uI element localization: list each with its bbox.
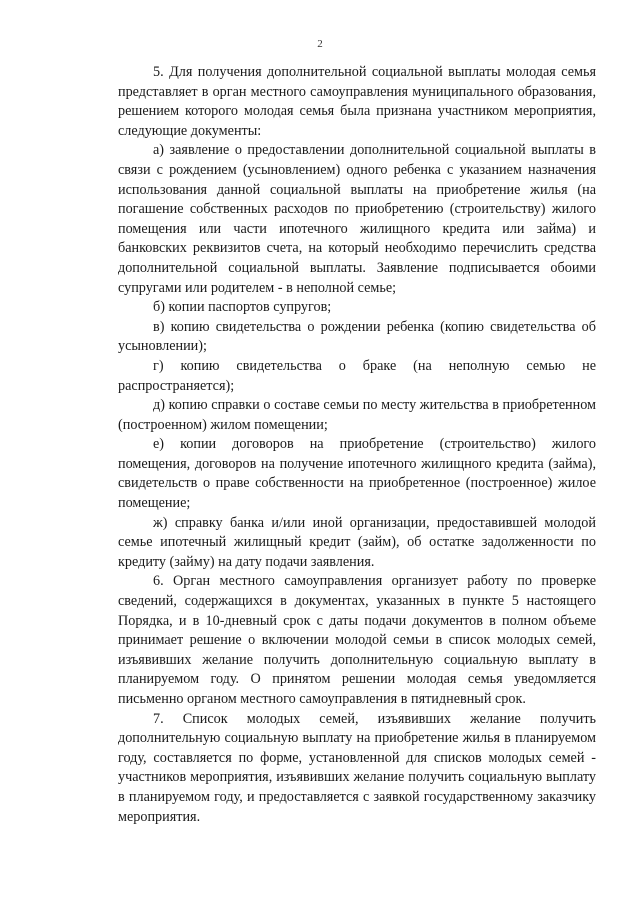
paragraph-5b: б) копии паспортов супругов; (153, 299, 332, 316)
paragraph-5: 5. Для получения дополнительной социальной выплаты молодая семья представляет в орган местного самоуправления муниципального образования, решением которого молодая семья была признана участником мероприятия, следующие документы: (118, 64, 596, 139)
paragraph-5g: г) копию свидетельства о браке (на неполную семью не распространяется); (118, 357, 596, 394)
page-number: 2 (317, 38, 323, 50)
paragraph-5zh: ж) справку банка и/или иной организации, предоставившей молодой семье ипотечный жилищный кредит (займ), об остатке задолженности по кредиту (займу) на дату подачи заявления. (118, 514, 596, 570)
paragraph-5a: а) заявление о предоставлении дополнительной социальной выплаты в связи с рождением (усыновлением) одного ребенка с указанием назначения использования данной социальной выплаты на приобретение жилья (на погашение собственных расходов по приобретению (строительству) жилого помещения или части ипотечного жилищного кредита или займа) и банковских реквизитов счета, на который необходимо перечислить средства дополнительной социальной выплаты. Заявление подписывается обоими супругами или родителем - в неполной семье; (118, 142, 596, 296)
paragraph-5d: д) копию справки о составе семьи по месту жительства в приобретенном (построенном) жилом помещении; (118, 397, 596, 433)
paragraph-7: 7. Список молодых семей, изъявивших желание получить дополнительную социальную выплату на приобретение жилья в планируемом году, составляется по форме, установленной для списков молодых семей - участников мероприятия, изъявивших желание получить социальную выплату в планируемом году, и предоставляется с заявкой государственному заказчику мероприятия. (118, 710, 596, 825)
paragraph-5v: в) копию свидетельства о рождении ребенка (копию свидетельства об усыновлении); (118, 318, 596, 355)
document-body (118, 63, 596, 827)
paragraph-5e: е) копии договоров на приобретение (строительство) жилого помещения, договоров на получение ипотечного жилищного кредита (займа), свидетельств о праве собственности на приобретенное (построенное) жилое помещение; (118, 436, 596, 512)
paragraph-6: 6. Орган местного самоуправления организует работу по проверке сведений, содержащихся в документах, указанных в пункте 5 настоящего Порядка, и в 10-дневный срок с даты подачи документов в полном объеме принимает решение о включении молодой семьи в список молодых семей, изъявивших желание получить дополнительную социальную выплату в планируемом году. О принятом решении молодая семья уведомляется письменно органом местного самоуправления в пятидневный срок. (118, 573, 596, 707)
